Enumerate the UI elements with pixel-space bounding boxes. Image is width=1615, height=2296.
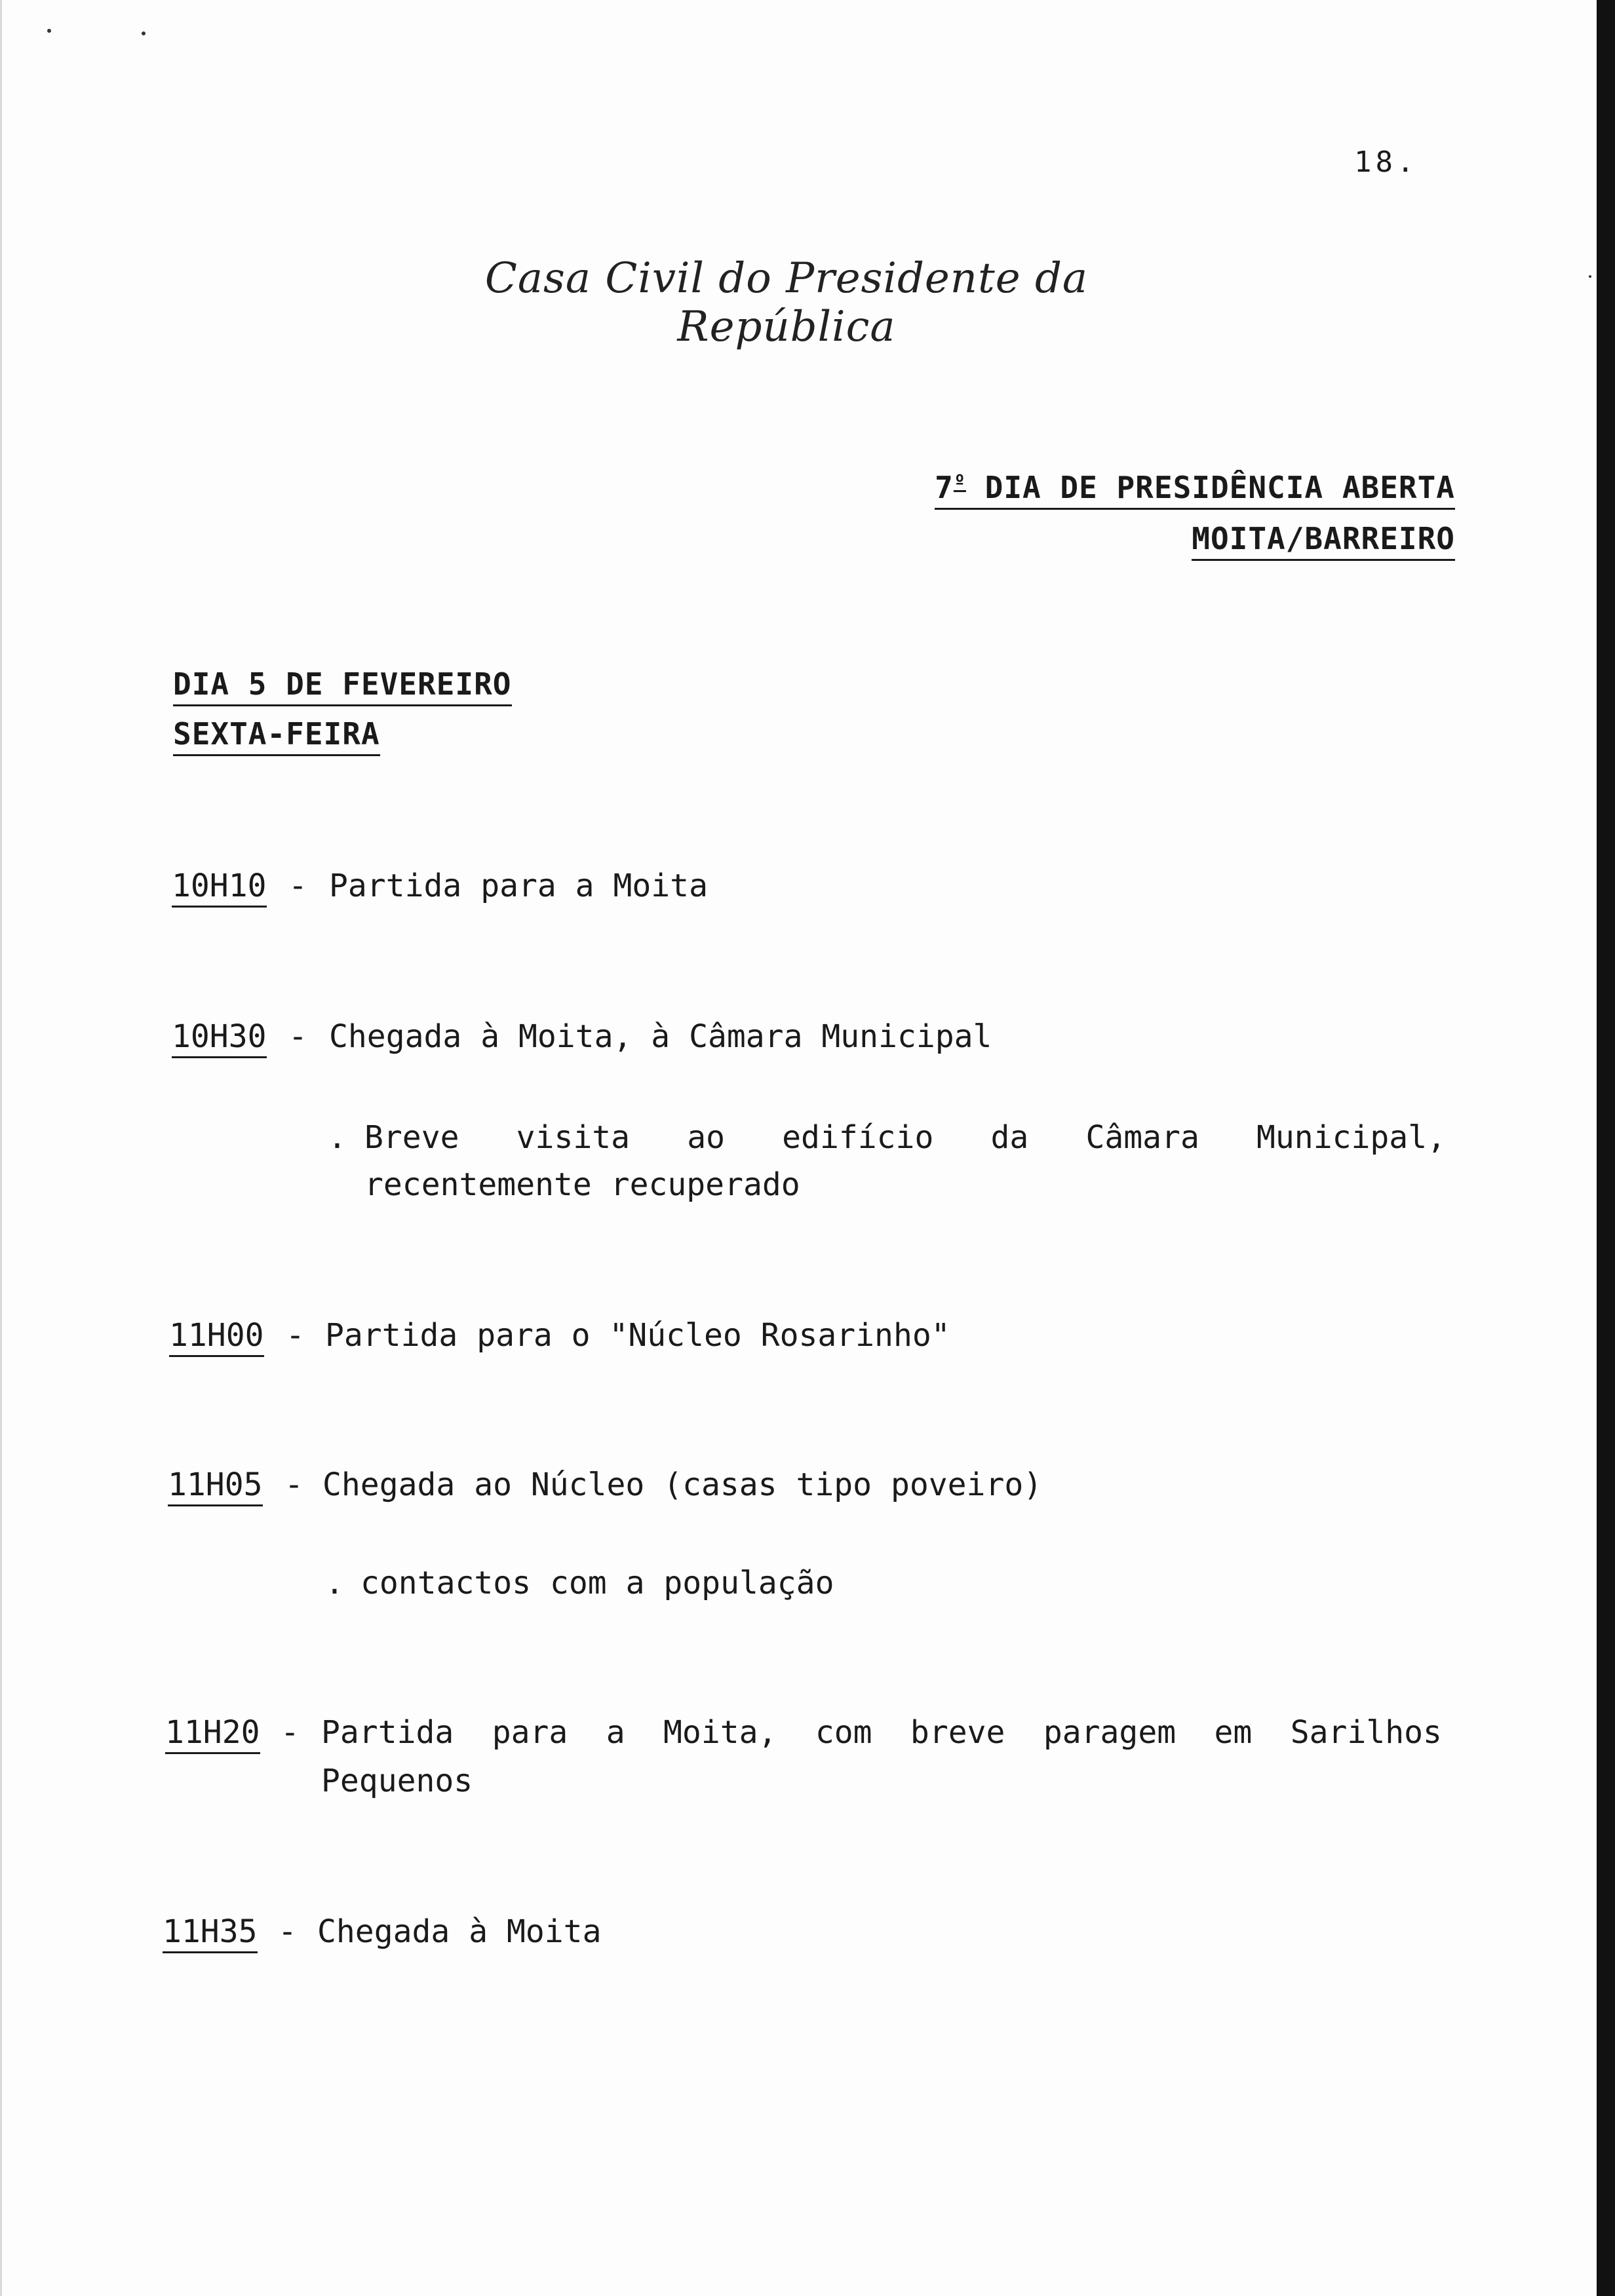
schedule-entry (169, 1316, 1454, 1362)
scan-right-edge (1597, 0, 1615, 2296)
description-word: com (815, 1714, 872, 1751)
header-location: MOITA/BARREIRO (1192, 522, 1455, 561)
description-word: paragem (1043, 1714, 1177, 1751)
entry-time: 11H20 (165, 1713, 260, 1754)
note-word: da (990, 1119, 1029, 1156)
entry-note (364, 1118, 1446, 1157)
note-word: edifício (782, 1119, 934, 1156)
description-word: para (492, 1714, 568, 1751)
entry-description: Partida para o "Núcleo Rosarinho" (325, 1317, 950, 1354)
entry-time: 11H05 (168, 1465, 263, 1506)
letterhead: Casa Civil do Presidente da República (484, 254, 1089, 351)
entry-description: Partida para a Moita (329, 868, 708, 904)
entry-dash: - (286, 1317, 305, 1354)
header-day-title (935, 470, 1455, 510)
note-word: ao (687, 1119, 725, 1156)
date-heading: DIA 5 DE FEVEREIRO (173, 667, 512, 706)
note-bullet: . (325, 1565, 344, 1601)
description-word: em (1214, 1714, 1253, 1751)
entry-description: Chegada ao Núcleo (casas tipo poveiro) (322, 1466, 1043, 1503)
page-number: 18. (1354, 145, 1418, 179)
entry-dash: - (281, 1714, 300, 1751)
note-bullet: . (328, 1119, 347, 1156)
header-day-number: 7 (935, 470, 954, 505)
scan-speck (1589, 275, 1591, 278)
scan-speck (47, 29, 51, 33)
description-word: Partida (321, 1714, 454, 1751)
note-word: visita (516, 1119, 631, 1156)
header-day-ordinal: º (953, 471, 966, 494)
schedule-entry (168, 1465, 1452, 1511)
entry-note: contactos com a população (360, 1565, 834, 1601)
entry-note-continuation: recentemente recuperado (364, 1166, 800, 1203)
note-word: Municipal, (1256, 1119, 1446, 1156)
entry-dash: - (288, 868, 307, 904)
description-word: Sarilhos (1290, 1714, 1442, 1751)
schedule-entry (172, 866, 1456, 912)
header-day-text: DIA DE PRESIDÊNCIA ABERTA (965, 470, 1455, 505)
weekday-heading: SEXTA-FEIRA (173, 717, 380, 756)
schedule-entry (172, 1017, 1456, 1063)
entry-time: 11H00 (169, 1316, 264, 1357)
entry-description: Chegada à Moita, à Câmara Municipal (329, 1018, 992, 1055)
entry-dash: - (284, 1466, 303, 1503)
scan-speck (142, 31, 146, 35)
note-word: Câmara (1085, 1119, 1199, 1156)
entry-dash: - (288, 1018, 307, 1055)
entry-description-continuation: Pequenos (321, 1763, 473, 1799)
entry-description: Chegada à Moita (317, 1913, 602, 1950)
scan-left-edge (0, 0, 2, 2296)
description-word: breve (910, 1714, 1005, 1751)
description-word: Moita, (663, 1714, 777, 1751)
description-word: a (606, 1714, 625, 1751)
entry-dash: - (278, 1913, 297, 1950)
entry-time: 11H35 (163, 1912, 258, 1953)
entry-time: 10H10 (172, 866, 267, 908)
schedule-entry (163, 1912, 1447, 1958)
entry-description (321, 1713, 1442, 1752)
note-word: Breve (364, 1119, 459, 1156)
entry-time: 10H30 (172, 1017, 267, 1058)
